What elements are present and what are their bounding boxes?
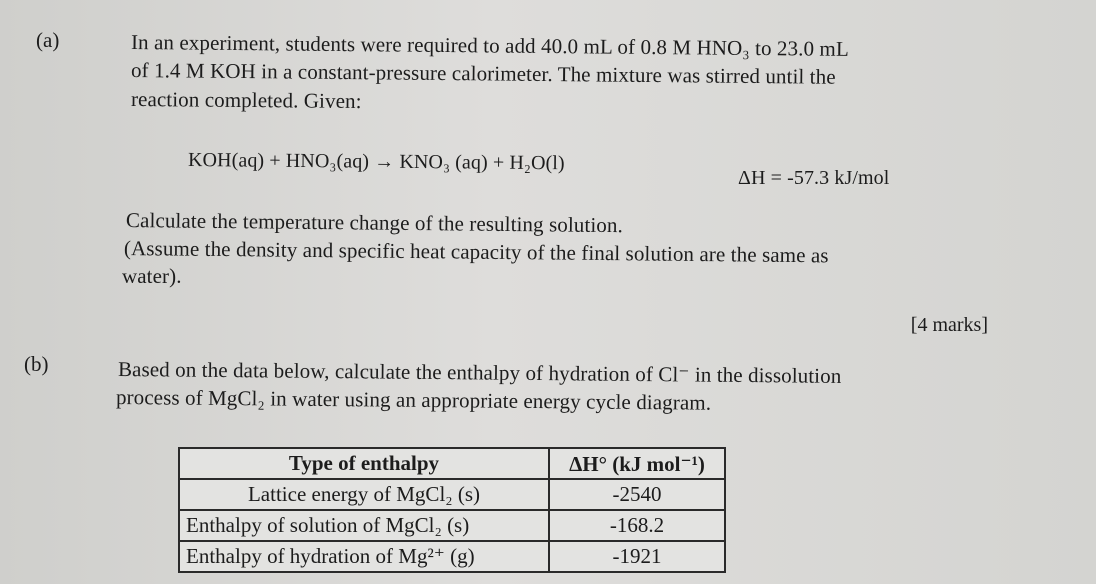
table-header-row — [179, 448, 725, 479]
header-type: Type of enthalpy — [179, 448, 549, 479]
part-a-line-1: In an experiment, students were required to add 40.0 mL of 0.8 M HNO₃ to 23.0 mL — [130, 30, 849, 61]
header-value: ΔH° (kJ mol⁻¹) — [549, 448, 725, 479]
part-a-instruction-1: Calculate the temperature change of the resulting solution. — [125, 208, 624, 238]
part-a-label: (a) — [36, 28, 60, 52]
part-a-line-2: of 1.4 M KOH in a constant-pressure calorimeter. The mixture was stirred until the — [130, 58, 836, 89]
part-a-instruction-3: water). — [122, 264, 182, 288]
row-value: -2540 — [549, 479, 725, 510]
delta-h-value: ΔH = -57.3 kJ/mol — [738, 167, 890, 189]
marks-label: [4 marks] — [910, 314, 988, 336]
enthalpy-table — [178, 447, 726, 573]
part-b-line-1: Based on the data below, calculate the enthalpy of hydration of Cl⁻ in the dissolution — [117, 357, 842, 388]
table-row — [179, 541, 725, 572]
row-type: Enthalpy of solution of MgCl₂ (s) — [179, 510, 549, 541]
reaction-equation: KOH(aq) + HNO₃(aq) → KNO₃ (aq) + H₂O(l) — [187, 149, 565, 175]
table-row — [179, 479, 725, 510]
part-a-instruction-2: (Assume the density and specific heat capacity of the final solution are the same as — [123, 236, 829, 268]
row-value: -168.2 — [549, 510, 725, 541]
row-type: Enthalpy of hydration of Mg²⁺ (g) — [179, 541, 549, 572]
row-type: Lattice energy of MgCl₂ (s) — [179, 479, 549, 510]
part-b-label: (b) — [24, 352, 49, 376]
table-row — [179, 510, 725, 541]
part-a-line-3: reaction completed. Given: — [130, 87, 362, 114]
part-b-line-2: process of MgCl₂ in water using an appropriate energy cycle diagram. — [115, 385, 712, 415]
row-value: -1921 — [549, 541, 725, 572]
